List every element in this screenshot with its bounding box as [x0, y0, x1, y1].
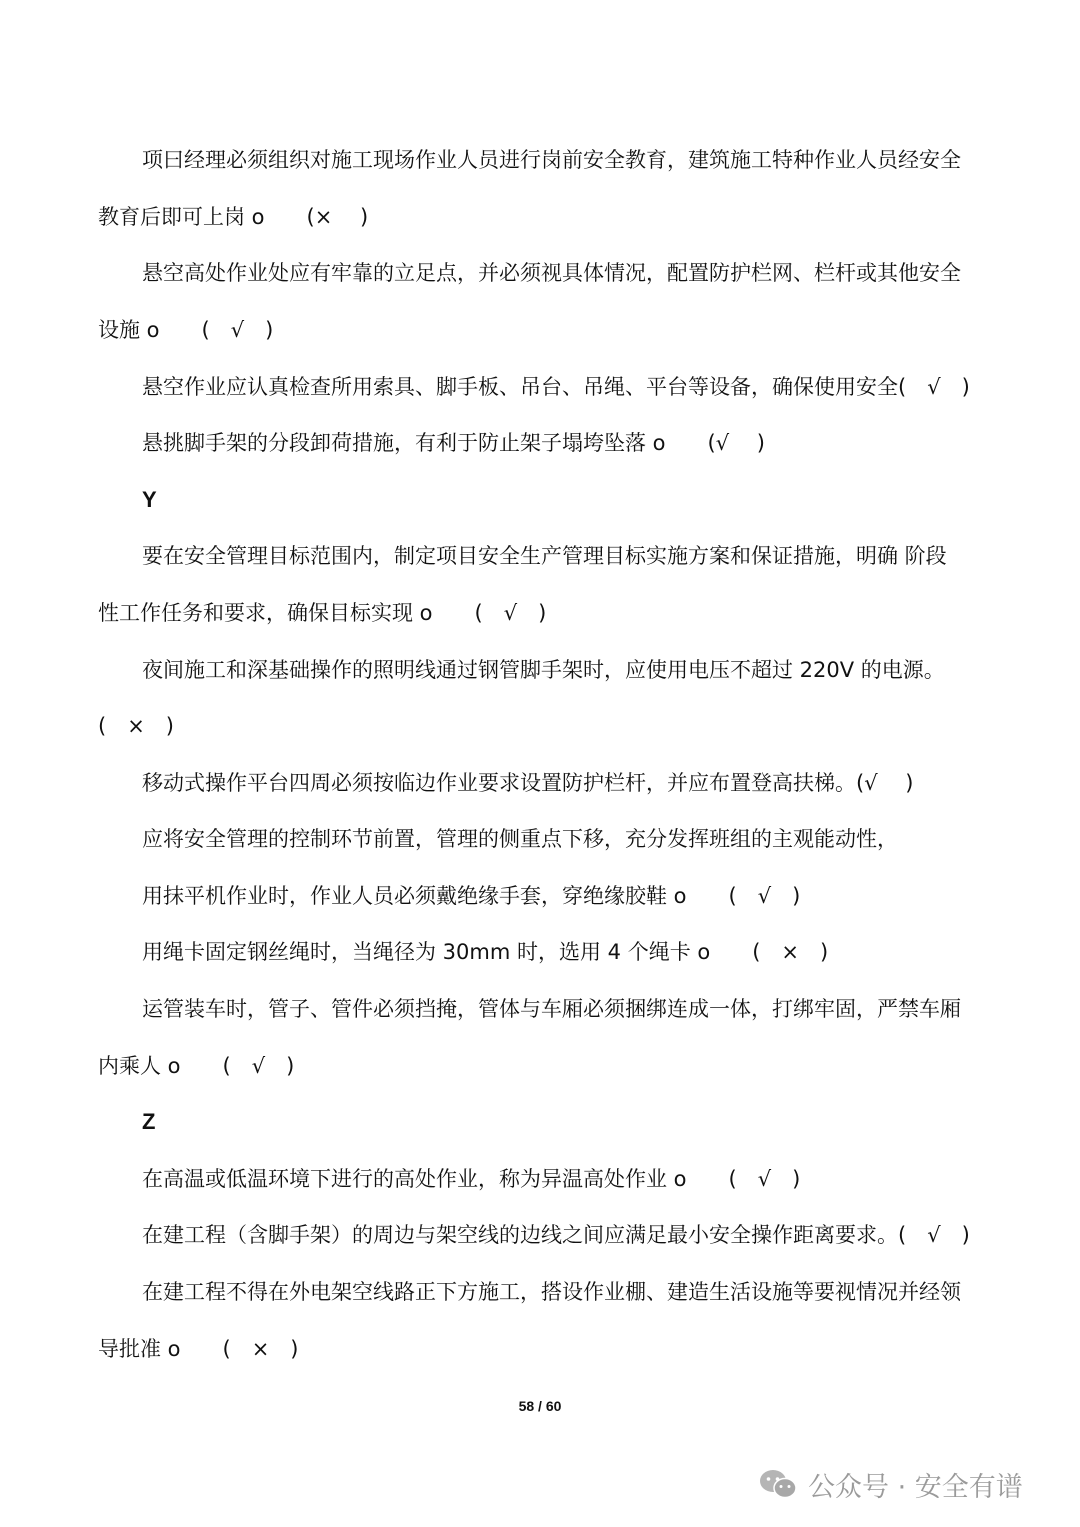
section-heading: Z: [142, 1109, 156, 1134]
text-line: 在高温或低温环境下进行的高处作业，称为异温高处作业 o ( √ ): [142, 1167, 801, 1191]
text-line: 移动式操作平台四周必须按临边作业要求设置防护栏杆，并应布置登高扶梯。(√ ): [142, 771, 914, 795]
text-line: 用抹平机作业时，作业人员必须戴绝缘手套，穿绝缘胶鞋 o ( √ ): [142, 884, 801, 908]
text-line: 导批准 o ( × ): [98, 1337, 299, 1361]
text-line: 应将安全管理的控制环节前置，管理的侧重点下移，充分发挥班组的主观能动性，: [142, 827, 898, 851]
text-line: 教育后即可上岗 o (× ): [98, 205, 369, 229]
text-line: 性工作任务和要求，确保目标实现 o ( √ ): [98, 601, 547, 625]
wechat-icon: [758, 1468, 798, 1500]
watermark: [758, 1462, 1023, 1506]
section-heading: Y: [142, 487, 157, 512]
text-line: 悬空作业应认真检查所用索具、脚手板、吊台、吊绳、平台等设备，确保使用安全( √ ): [142, 375, 970, 399]
text-line: 在建工程（含脚手架）的周边与架空线的边线之间应满足最小安全操作距离要求。( √ ): [142, 1223, 970, 1247]
text-line: 悬挑脚手架的分段卸荷措施，有利于防止架子塌垮坠落 o (√ ): [142, 431, 765, 455]
text-line: 内乘人 o ( √ ): [98, 1054, 295, 1078]
text-line: 在建工程不得在外电架空线路正下方施工，搭设作业棚、建造生活设施等要视情况并经领: [142, 1280, 961, 1304]
text-line: 悬空高处作业处应有牢靠的立足点，并必须视具体情况，配置防护栏网、栏杆或其他安全: [142, 261, 961, 285]
page-number: 58 / 60: [518, 1398, 562, 1414]
text-line: ( × ): [98, 714, 174, 738]
text-line: 夜间施工和深基础操作的照明线通过钢管脚手架时，应使用电压不超过 220V 的电源。: [142, 658, 945, 682]
watermark-text: 公众号 · 安全有谱: [808, 1471, 1023, 1503]
text-line: 设施 o ( √ ): [98, 318, 274, 342]
text-line: 运管装车时，管子、管件必须挡掩，管体与车厢必须捆绑连成一体，打绑牢固，严禁车厢: [142, 997, 961, 1021]
text-line: 项曰经理必须组织对施工现场作业人员进行岗前安全教育，建筑施工特种作业人员经安全: [142, 148, 961, 172]
text-line: 用绳卡固定钢丝绳时，当绳径为 30mm 时，选用 4 个绳卡 o ( × ): [142, 940, 829, 964]
text-line: 要在安全管理目标范围内，制定项目安全生产管理目标实施方案和保证措施，明确 阶段: [142, 544, 947, 568]
